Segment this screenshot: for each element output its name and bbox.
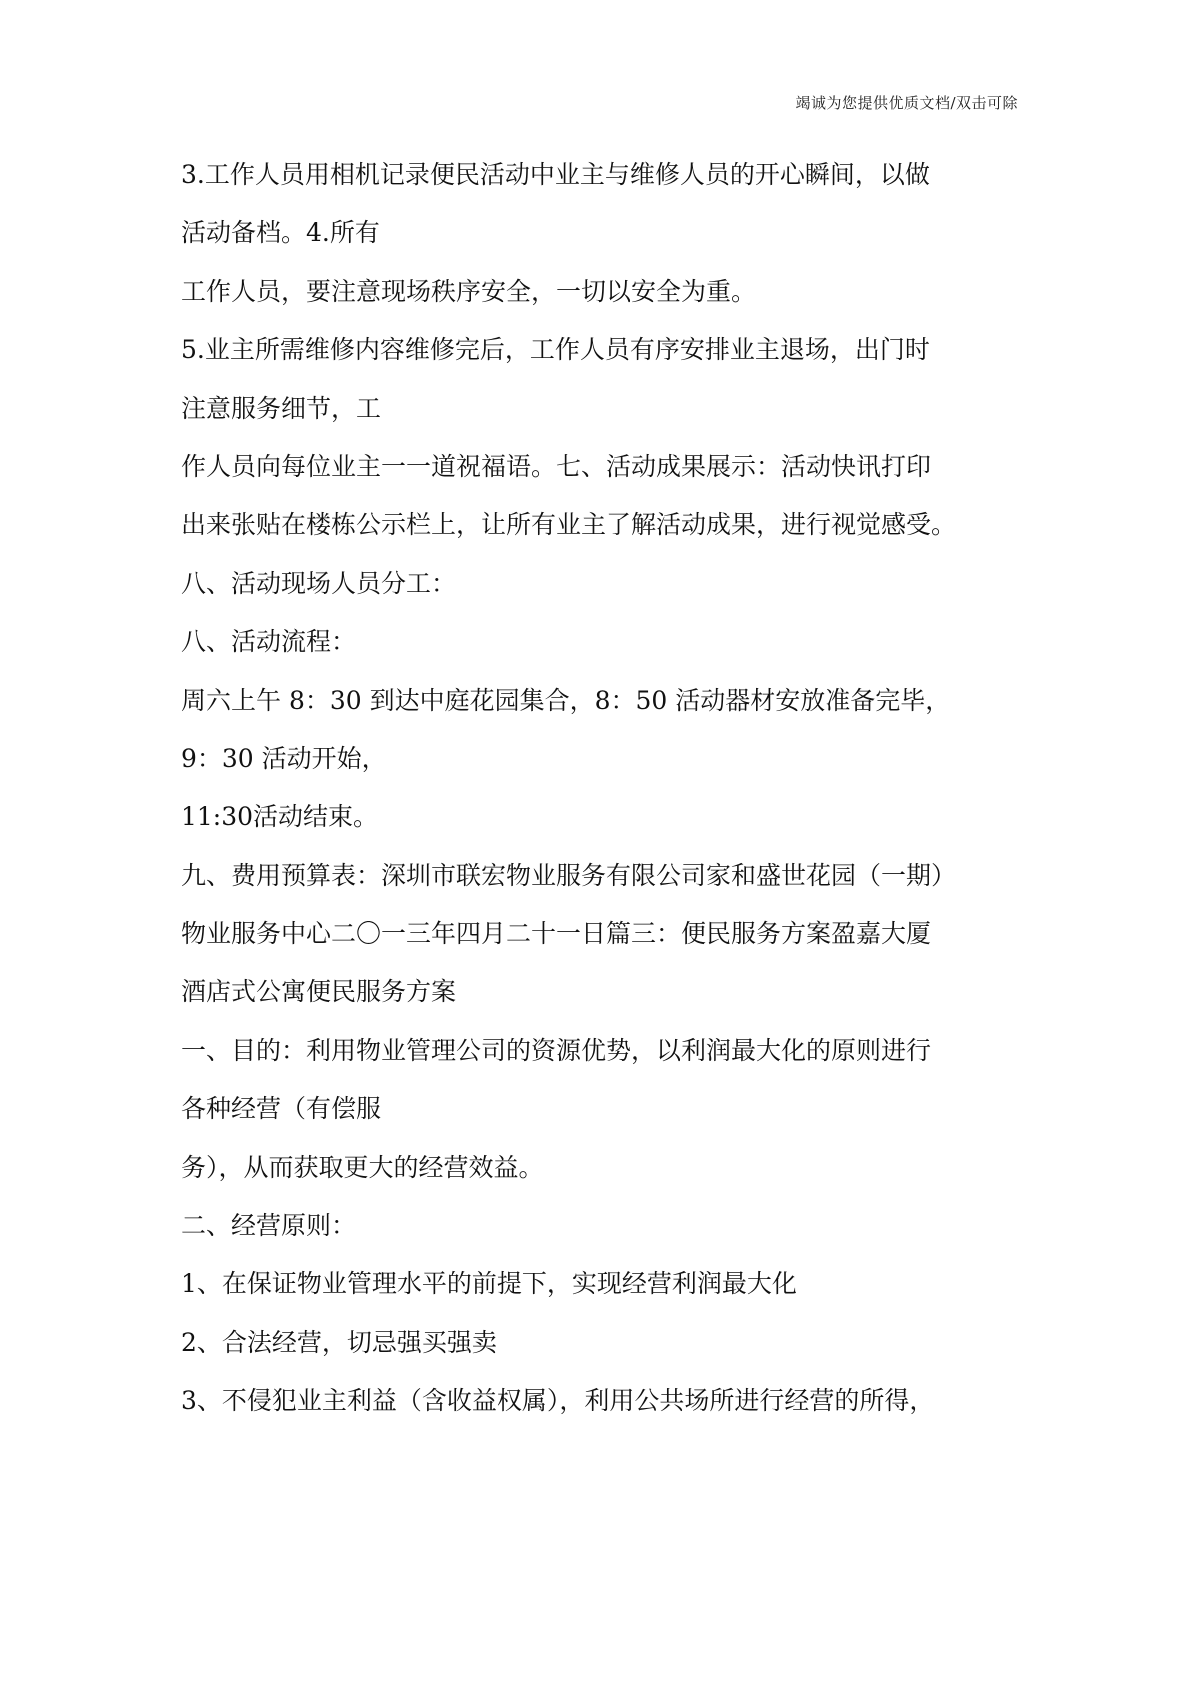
text-line: 物业服务中心二〇一三年四月二十一日篇三：便民服务方案盈嘉大厦 — [181, 919, 932, 949]
text-line: 1、在保证物业管理水平的前提下，实现经营利润最大化 — [181, 1269, 797, 1299]
text-line: 二、经营原则： — [181, 1211, 357, 1241]
text-line: 务），从而获取更大的经营效益。 — [181, 1152, 544, 1182]
text-line: 出来张贴在楼栋公示栏上，让所有业主了解活动成果，进行视觉感受。 — [181, 510, 957, 540]
text-line: 八、活动现场人员分工： — [181, 568, 457, 598]
text-line: 八、活动流程： — [181, 627, 357, 657]
text-line: 11:30活动结束。 — [181, 802, 379, 832]
text-line: 周六上午 8：30 到达中庭花园集合，8：50 活动器材安放准备完毕， — [181, 685, 951, 715]
text-line: 5.业主所需维修内容维修完后，工作人员有序安排业主退场，出门时 — [181, 335, 930, 365]
header-note: 竭诚为您提供优质文档/双击可除 — [795, 94, 1018, 112]
text-line: 9：30 活动开始， — [181, 743, 387, 773]
document-body — [181, 146, 1021, 1431]
text-line: 各种经营（有偿服 — [181, 1094, 382, 1124]
text-line: 酒店式公寓便民服务方案 — [181, 977, 457, 1007]
text-line: 作人员向每位业主一一道祝福语。七、活动成果展示：活动快讯打印 — [181, 451, 932, 481]
text-line: 活动备档。4.所有 — [181, 218, 380, 248]
text-line: 2、合法经营，切忌强买强卖 — [181, 1327, 497, 1357]
text-line: 3、不侵犯业主利益（含收益权属），利用公共场所进行经营的所得， — [181, 1386, 935, 1416]
text-line: 九、费用预算表：深圳市联宏物业服务有限公司家和盛世花园（一期） — [181, 860, 957, 890]
text-line: 工作人员，要注意现场秩序安全，一切以安全为重。 — [181, 276, 757, 306]
text-line: 一、目的：利用物业管理公司的资源优势，以利润最大化的原则进行 — [181, 1035, 932, 1065]
text-line: 3.工作人员用相机记录便民活动中业主与维修人员的开心瞬间，以做 — [181, 160, 930, 189]
text-line: 注意服务细节，工 — [181, 393, 382, 423]
